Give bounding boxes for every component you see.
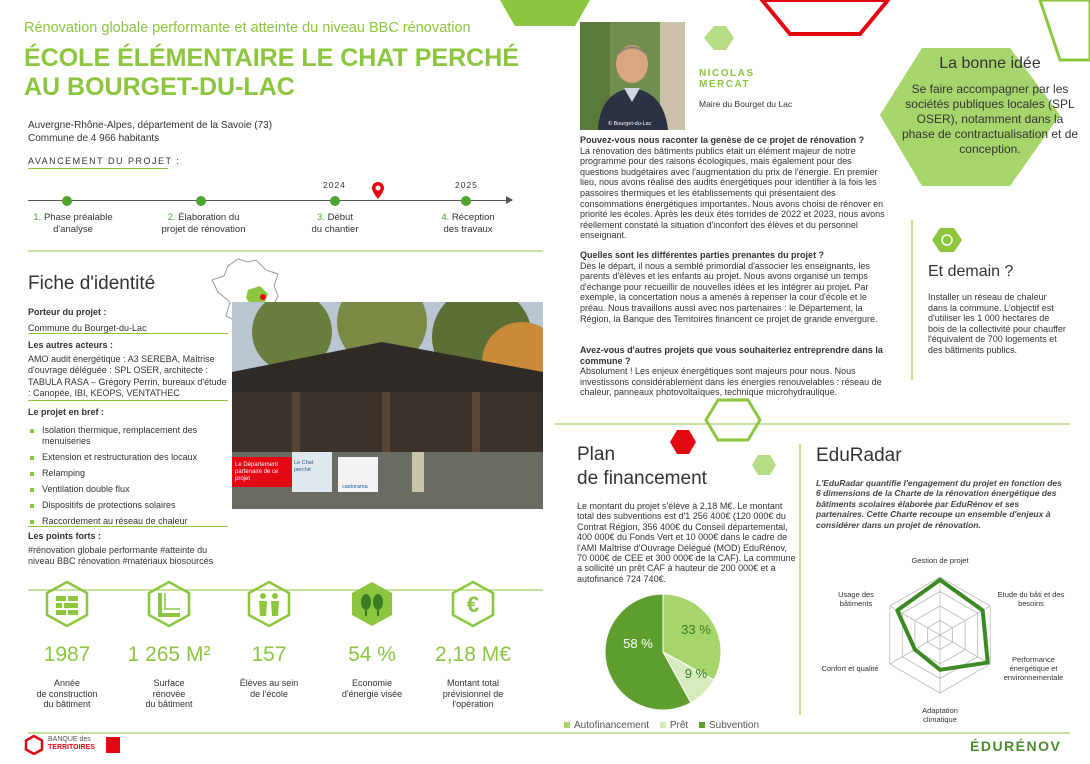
hexagon-decor <box>704 26 734 50</box>
demain-title: Et demain ? <box>928 263 1014 280</box>
hexagon-decor <box>706 400 760 440</box>
legend-label: Subvention <box>708 720 760 731</box>
bref-item: Dispositifs de protections solaires <box>28 500 228 511</box>
timeline-label: AVANCEMENT DU PROJET : <box>28 156 181 166</box>
bdt-hexagon-icon <box>24 735 44 755</box>
fiche-divider <box>28 333 228 334</box>
bref-label: Le projet en bref : <box>28 407 105 417</box>
stat-label-year <box>12 678 122 710</box>
mayor-last-name: MERCAT <box>699 79 751 90</box>
fiche-divider <box>28 526 228 527</box>
stat-label-line: Economie <box>351 678 393 688</box>
fiche-forts <box>28 531 228 568</box>
radar-label-confort: Confort et qualité <box>821 664 879 673</box>
photo-sign-2: Le Chat perché <box>294 460 314 473</box>
interview-answer: Dès le départ, il nous a semblé primordial d'associer les enseignants, les parents d'élèves et les enfants au projet. Nous avons organisé un temps d'échange pour recueillir de nouvelles idées et les intégrer au projet. Par exemple, la concertation nous a amenés à repenser la cour d'école et le préau. Nous travaillons aussi avec nos partenaires : le Département, la Région, la Banque des Territoires financent ce projet de grande envergure. <box>580 260 878 324</box>
pie-label-subvention: 58 % <box>623 636 653 651</box>
step-num: 1. <box>33 212 42 223</box>
stat-label-line: l'opération <box>452 699 494 709</box>
legend-label: Prêt <box>669 720 689 731</box>
legend-item-subvention <box>699 720 759 731</box>
plan-text: Le montant du projet s'élève à 2,18 M€. Le montant total des subventions est d'1 256 400€ (120 000€ du Contrat Région, 356 400€ du Conseil départemental, 400 000€ du Fonds Vert et 10 000€ dans le cadre de l'AMI Maîtrise d'Ouvrage Délégué (MOD) EduRénov, 70 000€ de CEE et 300 000€ de la CAF). La commune a sollicité un prêt CAF à hauteur de 200 000€ et a autofinancé 724 740€. <box>577 501 796 584</box>
stat-label-line: Élèves au sein <box>239 678 299 688</box>
stat-value-energy: 54 % <box>348 643 396 666</box>
fiche-acteurs <box>28 340 228 400</box>
timeline-dot-2 <box>196 196 206 206</box>
timeline-step-3 <box>285 212 385 236</box>
step-num: 2. <box>167 212 176 223</box>
fiche-title: Fiche d'identité <box>28 273 156 294</box>
step-line: Élaboration du <box>178 212 240 223</box>
students-icon <box>245 580 293 628</box>
hexagon-decor <box>752 455 776 475</box>
eduradar-text: L'EduRadar quantifie l'engagement du projet en fonction des 6 dimensions de la Charte de la rénovation énergétique des bâtiments scolaires élaborée par EduRénov et ses partenaires. Cette Charte recoupe un ensemble d'enjeux à considérer dans un projet de rénovation. <box>816 478 1062 530</box>
radar-label-usage: Usage des bâtiments <box>838 590 874 608</box>
hexagon-decor <box>932 228 962 252</box>
timeline-arrow <box>506 196 513 204</box>
hexagon-decor <box>1040 0 1090 60</box>
interview-question: Quelles sont les différentes parties prenantes du projet ? <box>580 250 825 260</box>
porteur-value: Commune du Bourget-du-Lac <box>28 322 147 333</box>
mayor-first-name: NICOLAS <box>699 68 755 79</box>
stat-label-line: Année <box>53 678 81 688</box>
stat-label-surface <box>114 678 224 710</box>
step-line: projet de rénovation <box>161 224 246 235</box>
population-text: Commune de 4 966 habitants <box>28 133 160 144</box>
mayor-name <box>699 68 755 90</box>
radar-label-performance: Performance énergétique et environnementale <box>1003 655 1064 682</box>
region-text: Auvergne-Rhône-Alpes, département de la Savoie (73) <box>28 120 273 131</box>
energy-trees-icon <box>348 580 396 628</box>
stat-label-line: prévisionnel de <box>442 688 504 699</box>
timeline-step-4 <box>418 212 518 236</box>
acteurs-value: AMO audit énergétique : A3 SEREBA, Maîtrise d'ouvrage déléguée : SPL OSER, architecte : TABULA RASA – Grégory Perrin, bureaux d'étude : Canopée, IBI, KEOPS, VENTATHEC <box>28 353 227 398</box>
eduradar-chart <box>880 565 1000 705</box>
bonne-idee-title: La bonne idée <box>939 55 1041 72</box>
radar-label-gestion: Gestion de projet <box>911 556 969 565</box>
legend-swatch <box>699 722 705 728</box>
euro-icon <box>449 580 497 628</box>
pie-label-autofinancement: 33 % <box>681 622 711 637</box>
portrait-credit: © Bourget-du-Lac <box>608 121 652 127</box>
stat-label-amount <box>418 678 528 710</box>
edurenov-logo: ÉDURÉNOV <box>970 738 1062 754</box>
mayor-portrait-illustration <box>580 22 685 130</box>
pie-label-prêt: 9 % <box>684 666 708 681</box>
timeline-axis <box>28 200 512 201</box>
step-line: Phase préalable <box>43 212 113 223</box>
bref-item: Ventilation double flux <box>28 484 228 495</box>
acteurs-label: Les autres acteurs : <box>28 340 114 350</box>
stat-value-year: 1987 <box>43 643 91 666</box>
region-info <box>28 119 272 145</box>
fiche-divider <box>28 400 228 401</box>
forts-value: #rénovation globale performante #atteinte du niveau BBC rénovation #matériaux biosourcés <box>28 544 214 566</box>
timeline-year-2025: 2025 <box>455 180 478 190</box>
brick-wall-icon <box>43 580 91 628</box>
bref-item: Isolation thermique, remplacement des menuiseries <box>28 425 228 447</box>
stat-label-line: rénovée <box>152 688 186 699</box>
interview-question: Pouvez-vous nous raconter la genèse de ce projet de rénovation ? <box>580 135 865 145</box>
bref-item: Raccordement au réseau de chaleur <box>28 516 228 527</box>
location-pin-icon <box>371 181 385 201</box>
interview-answer: La rénovation des bâtiments publics était un élément majeur de notre programme pour des raisons écologiques, mais également pour des questions budgétaires avec l'augmentation du prix de l'énergie. En premier lieu, nous avons réalisé des audits énergétiques pour identifier à la fois les passoires thermiques et les établissements qui présentaient des consommations énergétiques importantes. Nous avons choisi de rénover en priorité les écoles. Après les deux étés torrides de 2022 et 2023, nous avons réellement constaté la situation d'inconfort des élèves et du personnel enseignant. <box>580 145 885 241</box>
stat-value-surface: 1 265 M² <box>127 643 211 666</box>
porteur-label: Porteur du projet : <box>28 307 107 317</box>
sign-text: partenaire de ce projet <box>235 469 279 482</box>
radar-label-adaptation: Adaptation climatique <box>922 706 958 724</box>
step-line: du chantier <box>311 224 359 235</box>
bdt-text <box>48 736 95 752</box>
interview-question: Avez-vous d'autres projets que vous souhaiteriez entreprendre dans la commune ? <box>580 345 883 366</box>
step-num: 3. <box>317 212 325 223</box>
timeline-step-2 <box>146 212 261 236</box>
hexagon-decor <box>500 0 590 26</box>
mayor-portrait <box>580 22 685 130</box>
stat-label-line: Montant total <box>446 678 500 688</box>
bdt-badge <box>106 737 120 753</box>
interview-answer: Absolument ! Les enjeux énergétiques sont majeurs pour nous. Nous investissons considérablement dans les énergies renouvelables : réseau de chaleur, panneaux photovoltaïques, technique microhydraulique. <box>580 366 882 398</box>
stat-label-line: d'énergie visée <box>341 688 403 699</box>
forts-label: Les points forts : <box>28 531 102 541</box>
bonne-idee-text: Se faire accompagner par les sociétés publiques locales (SPL OSER), notamment dans la phase de contractualisation et de conception. <box>901 82 1079 156</box>
radar-label-etude: Etude du bâti et des besoins <box>997 590 1065 608</box>
hexagon-decor <box>762 0 888 34</box>
plan-title-line: de financement <box>577 468 707 489</box>
eduradar-title: EduRadar <box>816 445 902 466</box>
stat-label-students <box>214 678 324 699</box>
plan-title <box>577 443 707 491</box>
stat-label-line: de l'école <box>250 688 288 699</box>
plan-title-line: Plan <box>577 444 616 465</box>
photo-sign-1 <box>235 462 290 483</box>
fiche-porteur <box>28 307 228 334</box>
surface-ruler-icon <box>145 580 193 628</box>
page-subtitle: Rénovation globale performante et atteinte du niveau BBC rénovation <box>24 20 471 36</box>
bdt-line: TERRITOIRES <box>48 744 95 751</box>
step-line: d'analyse <box>53 224 93 235</box>
financing-pie-chart <box>598 592 728 716</box>
demain-text: Installer un réseau de chaleur dans la commune. L'objectif est d'utiliser les 1 000 hectares de bois de la collectivité pour chauffer l'équivalent de 700 logements et des bâtiments publics. <box>928 292 1066 355</box>
timeline-step-1 <box>18 212 128 236</box>
stat-label-line: du bâtiment <box>145 699 193 709</box>
stat-label-line: du bâtiment <box>43 699 91 709</box>
timeline-year-2024: 2024 <box>323 180 346 190</box>
timeline-dot-1 <box>62 196 72 206</box>
stat-label-line: de construction <box>36 688 98 699</box>
title-line-1: ÉCOLE ÉLÉMENTAIRE LE CHAT PERCHÉ <box>24 44 519 72</box>
page-title <box>24 44 544 102</box>
timeline-dot-4 <box>461 196 471 206</box>
title-line-2: AU BOURGET-DU-LAC <box>24 73 295 101</box>
stat-label-line: Surface <box>153 678 185 688</box>
bref-item: Relamping <box>28 468 228 479</box>
step-line: Début <box>327 212 353 223</box>
stat-value-amount: 2,18 M€ <box>435 643 511 666</box>
step-line: des travaux <box>443 224 493 235</box>
photo-sign-3: castorama <box>342 484 368 490</box>
svg-text:€: € <box>466 592 480 617</box>
mayor-role: Maire du Bourget du Lac <box>699 99 793 109</box>
stat-value-students: 157 <box>251 643 287 666</box>
step-num: 4. <box>441 212 450 223</box>
fiche-bref <box>28 407 228 532</box>
legend-swatch <box>564 722 570 728</box>
interview-block-1 <box>580 135 892 241</box>
legend-item-autofinancement <box>564 720 649 731</box>
timeline-label-underline <box>28 168 168 169</box>
pie-legend <box>564 720 767 731</box>
school-photo <box>232 302 543 509</box>
bref-list <box>28 425 228 527</box>
legend-swatch <box>660 722 666 728</box>
step-line: Réception <box>451 212 495 223</box>
interview-block-2 <box>580 250 892 324</box>
legend-label: Autofinancement <box>574 720 650 731</box>
timeline-dot-3 <box>330 196 340 206</box>
stat-label-energy <box>317 678 427 699</box>
legend-item-pret <box>660 720 688 731</box>
bdt-line: BANQUE des <box>48 736 91 743</box>
interview-block-3 <box>580 345 892 398</box>
bref-item: Extension et restructuration des locaux <box>28 452 228 463</box>
sign-text: Le Département <box>235 462 279 468</box>
